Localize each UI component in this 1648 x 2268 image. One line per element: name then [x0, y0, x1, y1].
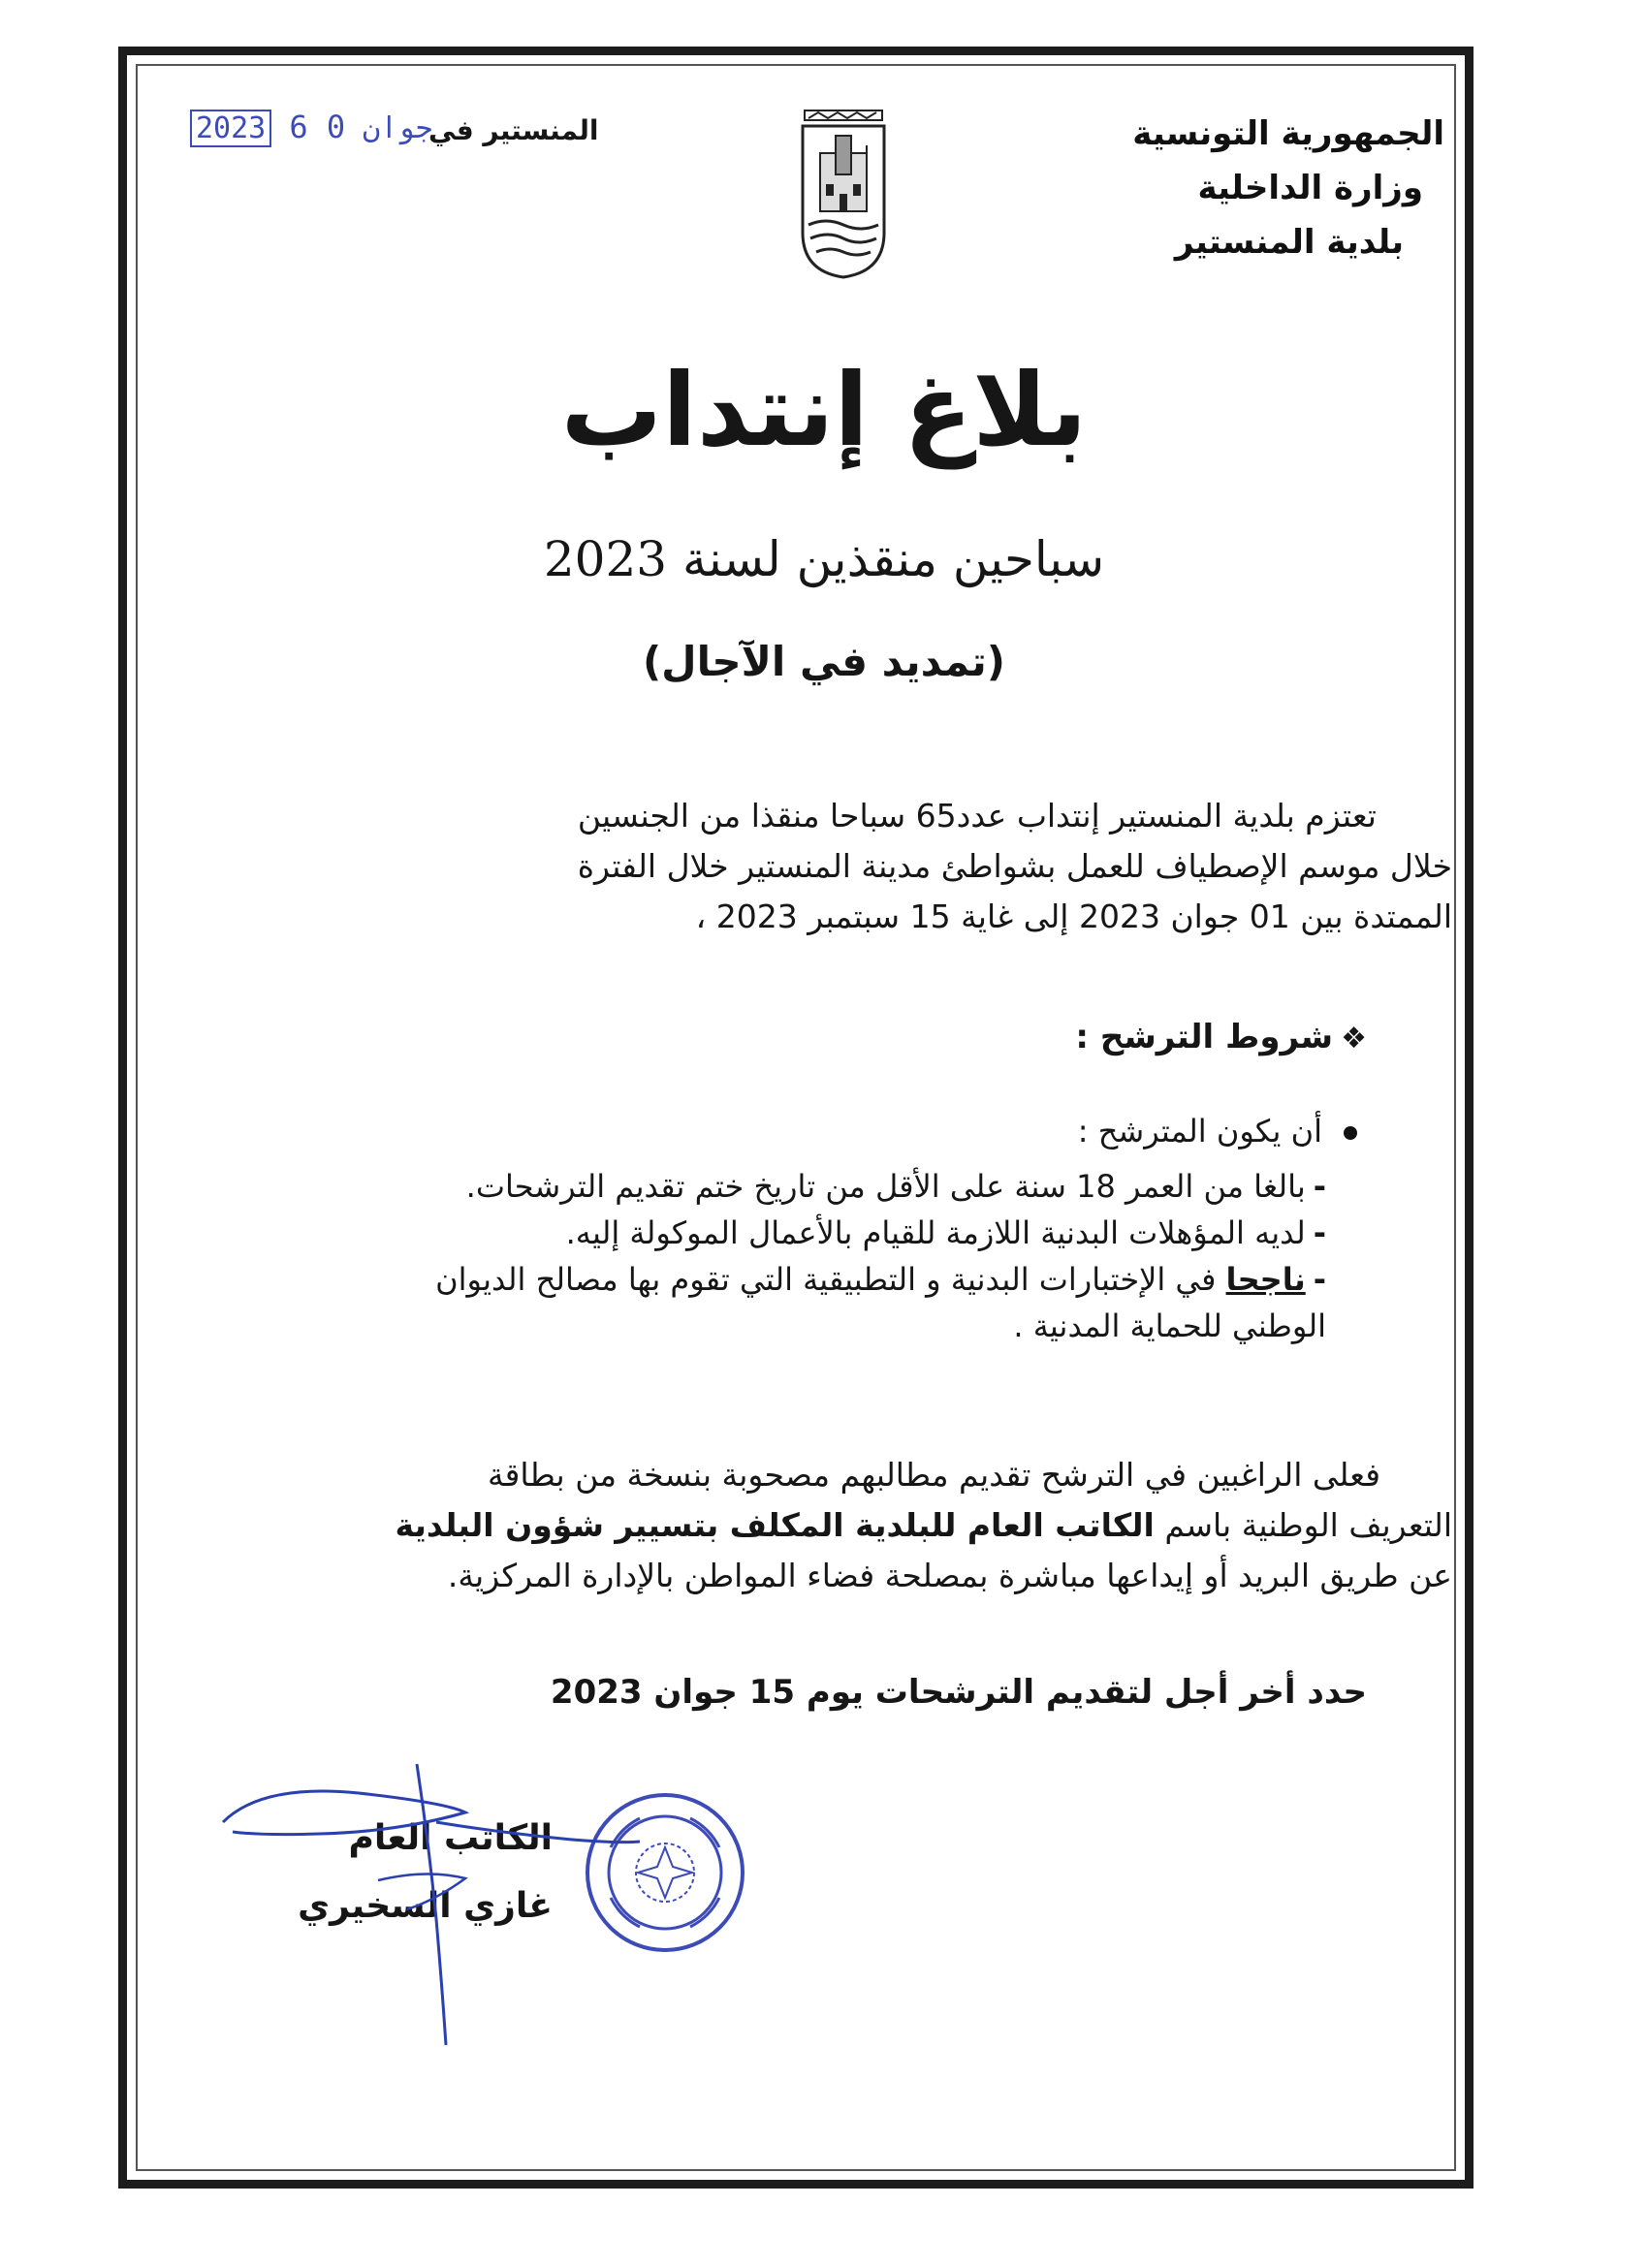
conditions-list	[173, 1163, 1326, 1349]
condition-fitness: لديه المؤهلات البدنية اللازمة للقيام بالأعمال الموكولة إليه.	[565, 1214, 1306, 1251]
application-line-3: عن طريق البريد أو إيداعها مباشرة بمصلحة فضاء المواطن بالإدارة المركزية.	[447, 1557, 1452, 1594]
intro-line-3: الممتدة بين 01 جوان 2023 إلى غاية 15 سبتمبر 2023 ،	[695, 898, 1452, 935]
conditions-heading-text: شروط الترشح :	[1075, 1018, 1334, 1056]
list-item	[173, 1303, 1326, 1349]
conditions-lead-text: أن يكون المترشح :	[1077, 1113, 1322, 1150]
condition-tests-line-2: الوطني للحماية المدنية .	[1013, 1307, 1326, 1344]
document-subtitle: سباحين منقذين لسنة 2023	[543, 531, 1105, 587]
application-line-1: فعلى الراغبين في الترشح تقديم مطالبهم مصحوبة بنسخة من بطاقة	[487, 1456, 1380, 1494]
handwritten-signature-icon	[204, 1764, 650, 2055]
signatory-name: غازي السخيري	[298, 1886, 553, 1926]
republic-label: الجمهورية التونسية	[1132, 114, 1444, 153]
list-item: -ناجحا في الإختبارات البدنية و التطبيقية التي تقوم بها مصالح الديوان	[435, 1261, 1326, 1298]
condition-tests-line-1: في الإختبارات البدنية و التطبيقية التي تقوم بها مصالح الديوان	[435, 1261, 1217, 1298]
bullet-icon	[1344, 1126, 1357, 1140]
condition-passed-keyword: ناجحا	[1225, 1261, 1306, 1298]
signatory-title: الكاتب العام	[348, 1818, 553, 1858]
conditions-heading	[1075, 1018, 1367, 1056]
extension-note: (تمديد في الآجال)	[642, 638, 1005, 685]
date-stamp-month: جوان	[363, 111, 433, 145]
date-stamp-year: 2023	[190, 110, 271, 147]
municipality-emblem-icon	[799, 107, 888, 281]
condition-age: بالغا من العمر 18 سنة على الأقل من تاريخ ختم تقديم الترشحات.	[465, 1168, 1306, 1205]
conditions-lead	[1078, 1113, 1357, 1150]
date-stamp	[190, 109, 432, 145]
application-line-2	[173, 1500, 1452, 1551]
ministry-label: وزارة الداخلية	[1197, 169, 1423, 207]
application-line-2-bold: الكاتب العام للبلدية المكلف بتسيير شؤون البلدية	[395, 1506, 1155, 1544]
diamond-bullet-icon: ❖	[1341, 1022, 1367, 1055]
intro-paragraph	[173, 791, 1452, 942]
place-label: المنستير في	[428, 114, 599, 146]
application-line-2-start: التعريف الوطنية باسم	[1164, 1506, 1452, 1544]
date-stamp-day: 0 6	[289, 109, 346, 145]
application-paragraph	[173, 1450, 1452, 1601]
deadline-text: حدد أخر أجل لتقديم الترشحات يوم 15 جوان 2023	[550, 1673, 1367, 1712]
list-item: -بالغا من العمر 18 سنة على الأقل من تاريخ ختم تقديم الترشحات.	[465, 1168, 1326, 1205]
header-authority	[1037, 107, 1444, 269]
intro-line-2: خلال موسم الإصطياف للعمل بشواطئ مدينة المنستير خلال الفترة	[577, 847, 1452, 885]
intro-line-1: تعتزم بلدية المنستير إنتداب عدد65 سباحا منقذا من الجنسين	[577, 797, 1377, 835]
municipality-label: بلدية المنستير	[1174, 223, 1404, 262]
document-title: بلاغ إنتداب	[560, 351, 1088, 469]
list-item: -لديه المؤهلات البدنية اللازمة للقيام بالأعمال الموكولة إليه.	[565, 1214, 1326, 1251]
